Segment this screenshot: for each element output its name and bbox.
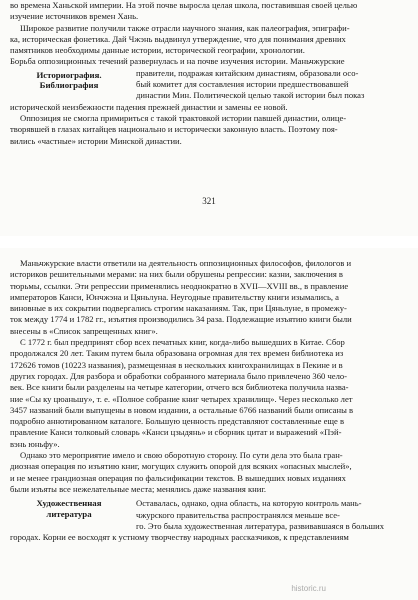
text-line: Маньчжурские власти ответили на деятельность оппозиционных философов, филологов и — [20, 258, 352, 268]
text-line: и не менее грандиозная операция по фальсификации текстов. В вышедших новых изданиях — [10, 472, 346, 483]
text-line: вэнь юньфу». — [10, 438, 60, 449]
text-line: во времена Ханьской империи. На этой почве выросла целая школа, поставившая своей целью — [10, 0, 358, 10]
sidebar-heading-line: Художественная — [36, 498, 102, 509]
text-line: С 1772 г. был предпринят сбор всех печатных книг, когда-либо вышедших в Китае. Сбор — [20, 337, 345, 348]
text-line: век. Все книги были разделены на четыре категории, отчего вся библиотека получила назва- — [10, 382, 349, 393]
text-line: правители, подражая китайским династиям, образовали осо- — [136, 67, 359, 78]
sidebar-heading-line: Историография. — [36, 69, 102, 80]
text-line: ние «Сы ку цюаньшу», т. е. «Полное собрание книг четырех хранилищ». Через несколько лет — [10, 393, 353, 404]
text-line: династии Мин. Политической целью такой истории был показ — [136, 90, 365, 101]
page-number: 321 — [202, 196, 216, 206]
text-line: ток между 1774 и 1782 гг., изъятия производились 34 раза. Подлежащие изъятию книги были — [10, 314, 352, 325]
book-page-top — [0, 0, 418, 236]
text-line: Борьба оппозиционных течений развернулась и на почве изучения истории. Маньчжурские — [10, 56, 345, 67]
text-line: Однако это мероприятие имело и свою оборотную сторону. По сути дела это была гран- — [20, 450, 343, 461]
text-line: тюрьмы, ссылки. Эти репрессии применялись неоднократно в XVII—XVIII вв., в правление — [10, 280, 349, 291]
text-line: вились «частные» истории Минской династии. — [10, 135, 182, 146]
text-line: подробно аннотированном каталоге. Большую ценность представляют составленные еще в — [10, 416, 345, 427]
watermark: historic.ru — [291, 584, 326, 593]
text-line: 172626 томов (10223 названия), размещенная в нескольких книгохранилищах в Пекине и в — [10, 359, 343, 370]
text-line: внесены в «Список запрещенных книг». — [10, 325, 158, 336]
text-line: бый комитет для составления истории предшествовавшей — [136, 79, 349, 90]
text-line: исторической неизбежности падения прежней династии и замены ее новой. — [10, 101, 288, 112]
sidebar-heading-line: литература — [46, 508, 92, 519]
text-line: 3457 названий были выпущены в новом издании, а остальные 6766 названий были описаны в — [10, 404, 354, 415]
text-line: изучение источников времен Хань. — [10, 11, 139, 22]
text-line: диозная операция по изъятию книг, могущих служить опорой для всяких «опасных мыслей», — [10, 461, 352, 472]
text-line: виновные в их сокрытии подвергались строгим наказаниям. Так, при Цяньлуне, в промежу- — [10, 303, 347, 314]
text-line: Оставалась, однако, одна область, на которую контроль мань- — [136, 498, 362, 509]
book-page-bottom — [0, 248, 418, 600]
sidebar-heading-literature — [10, 498, 128, 519]
text-line: творявшей в глазах китайцев национально и исторически законную власть. Поэтому поя- — [10, 124, 338, 135]
text-line: императоров Канси, Юнчжэна и Цяньлуна. Неугодные правительству книги изымались, а — [10, 291, 339, 302]
text-line: чжурского правительства распространялся меньше все- — [136, 509, 340, 520]
text-line: городах. Корни ее восходят к устному творчеству народных рассказчиков, к представлениям — [10, 532, 349, 543]
text-line: были изъяты все нежелательные места; менялись даже названия книг. — [10, 483, 267, 494]
text-line: ка, историческая фонетика. Дай Чжэнь выдвинул утверждение, что для понимания древних — [10, 33, 346, 44]
text-line: го. Это была художественная литература, развивавшаяся в больших — [136, 520, 385, 531]
text-line: Оппозиция не смогла примириться с такой трактовкой истории павшей династии, олице- — [20, 112, 347, 123]
text-line: памятников необходимы данные истории, исторической географии, хронологии. — [10, 45, 305, 56]
text-line: Широкое развитие получили также отрасли научного знания, как палеография, эпиграфи- — [20, 22, 350, 33]
sidebar-heading-line: Библиография — [39, 80, 99, 91]
page-separator — [0, 236, 418, 248]
text-line: историков решительными мерами: на них были обрушены репрессии: казни, заключения в — [10, 269, 343, 280]
text-line: других городах. Для разбора и обработки собранного материала было привлечено 360 чело- — [10, 370, 348, 381]
sidebar-heading-historiography — [10, 70, 128, 91]
text-line: правление Канси толковый словарь «Канси цзыдянь» и сборник цитат и выражений «Пэй- — [10, 427, 342, 438]
text-line: продолжался 20 лет. Таким путем была образована огромная для тех времен библиотека из — [10, 348, 344, 359]
